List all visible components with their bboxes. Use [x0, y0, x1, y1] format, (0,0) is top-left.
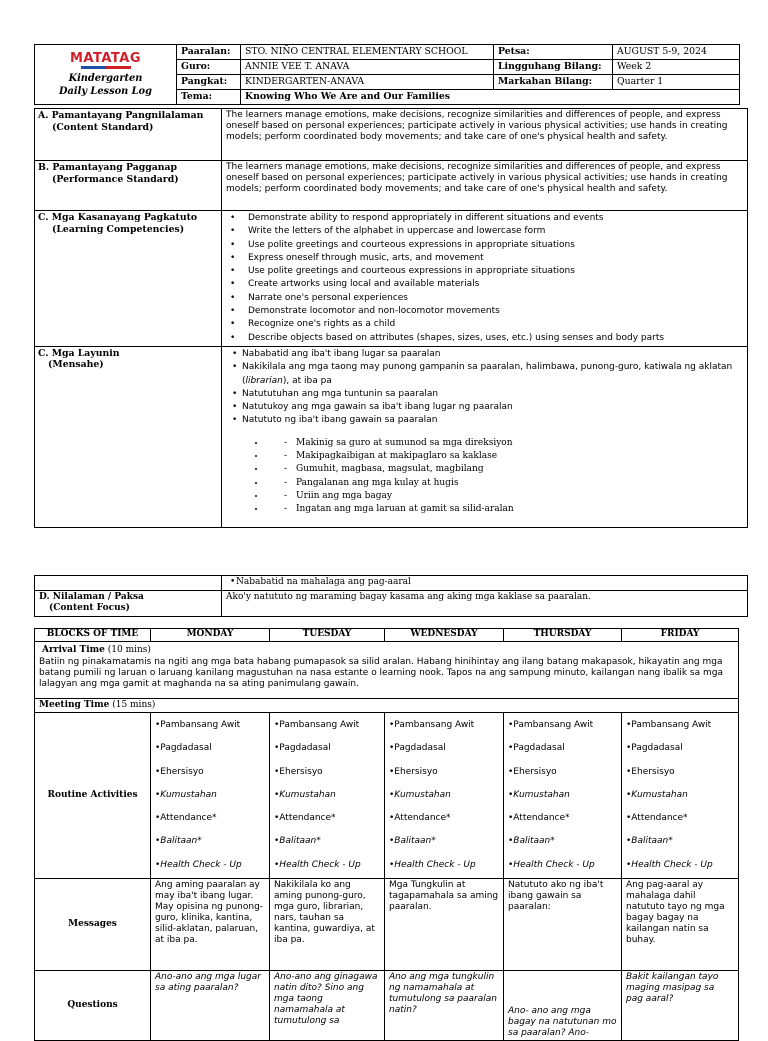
routine-item: •Pambansang Awit	[508, 720, 594, 730]
list-item: • Natututuhan ang mga tuntunin sa paaralan	[226, 388, 743, 401]
routine-item: •Balitaan*	[389, 836, 436, 847]
school-value: STO. NIÑO CENTRAL ELEMENTARY SCHOOL	[241, 45, 494, 60]
list-item: • Describe objects based on attributes (shapes, sizes, uses, etc.) using senses and body parts	[226, 332, 743, 345]
competencies-list	[226, 212, 743, 345]
questions-label: Questions	[35, 971, 151, 1041]
question-friday: Bakit kailangan tayo maging masipag sa pag aaral?	[622, 971, 739, 1041]
arrival-time-text: Batiin ng pinakamatamis na ngiti ang mga bata habang pumapasok sa silid aralan. Habang hinihintay ang ilang batang makapasok, hikayatin ang mga batang pumili ng laruan o laruang kanilang magustuhan na nasa estante o learning nook. Tapos na ang sampung minuto, kailangan nang ibalik sa mga lalagyan ang mga gamit at maghanda na sa ating panimulang gawain.	[39, 657, 723, 689]
content-focus-bullet-cell	[222, 576, 748, 591]
doc-title-line1: Kindergarten	[68, 72, 143, 84]
list-item: - • Gumuhit, magbasa, magsulat, magbilang	[266, 463, 743, 476]
header-friday: FRIDAY	[622, 629, 739, 642]
sub-objectives-list	[226, 437, 743, 517]
content-focus-title: D. Nilalaman / Paksa	[39, 591, 144, 602]
content-standard-label	[35, 109, 222, 161]
list-item: • Natutukoy ang mga gawain sa iba't ibang lugar ng paaralan	[226, 401, 743, 414]
arrival-time-heading	[39, 643, 734, 657]
routine-item: •Kumustahan	[626, 789, 688, 800]
routine-item: •Pambansang Awit	[626, 720, 712, 730]
routine-item: •Health Check - Up	[274, 859, 361, 870]
section-label: Pangkat:	[177, 75, 241, 90]
doc-title-line2: Daily Lesson Log	[59, 85, 152, 97]
routine-item: •Health Check - Up	[389, 859, 476, 870]
routine-item: •Health Check - Up	[508, 859, 595, 870]
schedule-table	[34, 628, 739, 1041]
routine-item: •Attendance*	[155, 813, 217, 824]
week-value: Week 2	[613, 60, 740, 75]
list-item: • Use polite greetings and courteous expressions in appropriate situations	[226, 239, 743, 252]
header-thursday: THURSDAY	[504, 629, 622, 642]
content-focus-bullet	[226, 577, 743, 589]
routine-item: •Balitaan*	[626, 836, 673, 847]
objectives-label	[35, 346, 222, 527]
list-item: - • Pangalanan ang mga kulay at hugis	[266, 477, 743, 490]
list-item: • Natututo ng iba't ibang gawain sa paaralan	[226, 414, 743, 427]
routine-item: •Pambansang Awit	[389, 720, 475, 730]
routine-item: •Health Check - Up	[626, 859, 713, 870]
routine-item: •Ehersisyo	[274, 766, 323, 777]
routine-wednesday	[385, 713, 504, 879]
arrival-time-title: Arrival Time	[42, 645, 105, 655]
competencies-sub: (Learning Competencies)	[52, 223, 185, 235]
routine-item: •Pambansang Awit	[155, 720, 241, 730]
routine-item: •Health Check - Up	[155, 859, 242, 870]
routine-item: •Pambansang Awit	[274, 720, 360, 730]
message-tuesday: Nakikilala ko ang aming punong-guro, mga guro, librarian, nars, tauhan sa kantina, guwardiya, at iba pa.	[270, 879, 385, 971]
performance-standard-title: B. Pamantayang Pagganap	[38, 162, 178, 173]
standards-table	[34, 108, 748, 528]
routine-item: •Attendance*	[508, 813, 570, 824]
logo-stripe	[81, 66, 131, 69]
routine-item: •Pagdadasal	[389, 743, 446, 754]
routine-monday	[151, 713, 270, 879]
meeting-time-mins: (15 mins)	[112, 700, 156, 710]
performance-standard-label	[35, 161, 222, 211]
performance-standard-text: The learners manage emotions, make decisions, recognize similarities and differences of people, and express oneself based on personal experiences; participate actively in various physical activities; use hands in creating models; perform coordinated body movements; and take care of one's physical health and safety.	[222, 161, 748, 211]
question-tuesday: Ano-ano ang ginagawa natin dito? Sino ang mga taong namamahala at tumutulong sa	[270, 971, 385, 1041]
matatag-logo: MATATAG	[70, 50, 141, 66]
message-monday: Ang aming paaralan ay may iba't ibang lugar. May opisina ng punong-guro, klinika, kantina, silid-aklatan, palaruan, at iba pa.	[151, 879, 270, 971]
list-item: • Demonstrate locomotor and non-locomotor movements	[226, 305, 743, 318]
teacher-label: Guro:	[177, 60, 241, 75]
routine-item: •Attendance*	[274, 813, 336, 824]
list-item: • Recognize one's rights as a child	[226, 318, 743, 331]
list-item	[226, 361, 743, 388]
content-focus-blank	[35, 576, 222, 591]
meeting-time-heading	[35, 699, 739, 713]
question-monday: Ano-ano ang mga lugar sa ating paaralan?	[151, 971, 270, 1041]
list-item: • Write the letters of the alphabet in uppercase and lowercase form	[226, 225, 743, 238]
list-item: • Demonstrate ability to respond appropriately in different situations and events	[226, 212, 743, 225]
routine-item: •Pagdadasal	[155, 743, 212, 754]
routine-activities-label: Routine Activities	[35, 713, 151, 879]
list-item: • Nababatid ang iba't ibang lugar sa paaralan	[226, 348, 743, 361]
list-item: • Use polite greetings and courteous expressions in appropriate situations	[226, 265, 743, 278]
content-standard-text: The learners manage emotions, make decisions, recognize similarities and differences of people, and express oneself based on personal experiences; participate actively in various physical activities; use hands in creating models; perform coordinated body movements; and take care of one's physical health and safety.	[222, 109, 748, 161]
routine-item: •Balitaan*	[508, 836, 555, 847]
objective-2-end: ), at iba pa	[282, 375, 332, 386]
message-wednesday: Mga Tungkulin at tagapamahala sa aming paaralan.	[385, 879, 504, 971]
message-thursday: Natututo ako ng iba't ibang gawain sa paaralan:	[504, 879, 622, 971]
objectives-list-cell	[222, 346, 748, 527]
theme-label: Tema:	[177, 90, 241, 105]
list-item: - • Makinig sa guro at sumunod sa mga direksiyon	[266, 437, 743, 450]
objectives-sub: (Mensahe)	[48, 359, 104, 371]
competencies-list-cell	[222, 211, 748, 347]
question-thursday: Ano- ano ang mga bagay na natutunan mo sa paaralan? Ano-	[504, 971, 622, 1041]
list-item: - • Ingatan ang mga laruan at gamit sa silid-aralan	[266, 503, 743, 516]
arrival-time-mins: (10 mins)	[107, 645, 151, 655]
week-label: Lingguhang Bilang:	[494, 60, 613, 75]
arrival-time-cell	[35, 642, 739, 699]
objective-2-italic: librarian	[245, 375, 283, 386]
routine-item: •Pagdadasal	[508, 743, 565, 754]
competencies-title: C. Mga Kasanayang Pagkatuto	[38, 212, 198, 223]
list-item: - • Makipagkaibigan at makipaglaro sa kaklase	[266, 450, 743, 463]
teacher-value: ANNIE VEE T. ANAVA	[241, 60, 494, 75]
routine-item: •Ehersisyo	[389, 766, 438, 777]
routine-item: •Pagdadasal	[274, 743, 331, 754]
routine-item: •Kumustahan	[274, 789, 336, 800]
list-item: - • Uriin ang mga bagay	[266, 490, 743, 503]
date-value: AUGUST 5-9, 2024	[613, 45, 740, 60]
logo-cell	[35, 45, 177, 105]
routine-item: •Attendance*	[389, 813, 451, 824]
header-monday: MONDAY	[151, 629, 270, 642]
message-friday: Ang pag-aaral ay mahalaga dahil natututo tayo ng mga bagay bagay na kailangan natin sa buhay.	[622, 879, 739, 971]
school-label: Paaralan:	[177, 45, 241, 60]
routine-item: •Kumustahan	[508, 789, 570, 800]
routine-tuesday	[270, 713, 385, 879]
header-table	[34, 44, 740, 105]
routine-item: •Balitaan*	[155, 836, 202, 847]
routine-item: •Kumustahan	[155, 789, 217, 800]
theme-value: Knowing Who We Are and Our Families	[241, 90, 740, 105]
objective-2-text: Nakikilala ang mga taong may punong gampanin sa paaralan, halimbawa, punong-guro, katiwala ng aklatan (	[242, 362, 733, 386]
routine-item: •Balitaan*	[274, 836, 321, 847]
question-wednesday: Ano ang mga tungkulin ng namamahala at tumutulong sa paaralan natin?	[385, 971, 504, 1041]
content-standard-sub: (Content Standard)	[52, 121, 154, 133]
header-tuesday: TUESDAY	[270, 629, 385, 642]
quarter-label: Markahan Bilang:	[494, 75, 613, 90]
content-focus-table	[34, 575, 748, 617]
routine-item: •Pagdadasal	[626, 743, 683, 754]
routine-item: •Ehersisyo	[626, 766, 675, 777]
routine-friday	[622, 713, 739, 879]
list-item: • Narrate one's personal experiences	[226, 292, 743, 305]
list-item: • Nababatid na mahalaga ang pag-aaral	[226, 577, 743, 589]
competencies-label	[35, 211, 222, 347]
content-focus-sub: (Content Focus)	[49, 603, 130, 613]
content-focus-label	[35, 590, 222, 616]
performance-standard-sub: (Performance Standard)	[52, 173, 179, 185]
routine-item: •Ehersisyo	[508, 766, 557, 777]
routine-thursday	[504, 713, 622, 879]
content-focus-text: Ako'y natututo ng maraming bagay kasama ang aking mga kaklase sa paaralan.	[222, 590, 748, 616]
routine-item: •Kumustahan	[389, 789, 451, 800]
routine-item: •Attendance*	[626, 813, 688, 824]
routine-item: •Ehersisyo	[155, 766, 204, 777]
quarter-value: Quarter 1	[613, 75, 740, 90]
list-item: • Create artworks using local and available materials	[226, 278, 743, 291]
objectives-title: C. Mga Layunin	[38, 347, 120, 359]
list-item: • Express oneself through music, arts, and movement	[226, 252, 743, 265]
content-standard-title: A. Pamantayang Pangnilalaman	[38, 110, 204, 121]
meeting-time-title: Meeting Time	[39, 700, 110, 710]
header-wednesday: WEDNESDAY	[385, 629, 504, 642]
section-value: KINDERGARTEN-ANAVA	[241, 75, 494, 90]
objectives-list	[226, 348, 743, 428]
header-blocks-of-time: BLOCKS OF TIME	[35, 629, 151, 642]
date-label: Petsa:	[494, 45, 613, 60]
messages-label: Messages	[35, 879, 151, 971]
